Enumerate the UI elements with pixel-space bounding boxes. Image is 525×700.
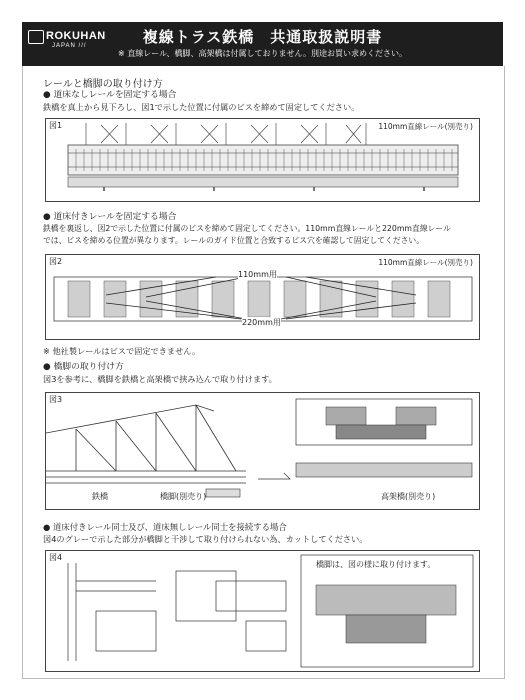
s2-text-2: では、ビスを締める位置が異なります。レールのガイド位置と合致するビス穴を確認して固定してください。	[43, 236, 425, 245]
page-title: 複線トラス鉄橋 共通取扱説明書	[142, 28, 383, 46]
label-pier: 橋脚(別売り)	[160, 492, 207, 501]
label-110mm: 110mm用	[238, 270, 277, 279]
figure-1-label: 図1	[49, 121, 63, 130]
s3-text: 図3を参考に、橋脚を鉄橋と高架橋で挟み込んで取り付けます。	[43, 374, 277, 384]
header-bar	[22, 22, 503, 66]
figure-3-label: 図3	[49, 395, 63, 404]
label-bridge: 鉄橋	[92, 492, 108, 501]
s4-heading: ● 道床付きレール同士及び、道床無しレール同士を接続する場合	[43, 522, 287, 532]
s3-heading: ● 橋脚の取り付け方	[43, 362, 124, 372]
figure-3	[45, 392, 480, 510]
section-title: レールと橋脚の取り付け方	[43, 79, 163, 90]
figure-4-label: 図4	[49, 553, 63, 562]
s1-heading: ● 道床なしレールを固定する場合	[43, 90, 177, 100]
s1-text: 鉄橋を真上から見下ろし、図1で示した位置に付属のビスを締めて固定してください。	[43, 102, 360, 112]
figure-1-rail-note: 110mm直線レール(別売り)	[378, 122, 473, 131]
s2-text-1: 鉄橋を裏返し、図2で示した位置に付属のビスを締めて固定してください。110mm直線レールと220mm直線レール	[43, 224, 451, 233]
figure-2-rail-note: 110mm直線レール(別売り)	[378, 258, 473, 267]
note-other-brands: ※ 他社製レールはビスで固定できません。	[43, 346, 201, 356]
s2-heading: ● 道床付きレールを固定する場合	[43, 212, 177, 222]
s4-text: 図4のグレーで示した部分が橋脚と干渉して取り付けられない為、カットしてください。	[43, 534, 368, 544]
figure-2	[45, 254, 480, 340]
logo-subtext: JAPAN ///	[52, 43, 87, 49]
logo-text: ROKUHAN	[46, 30, 106, 42]
page-subtitle: ※ 直線レール、橋脚、高架橋は付属しておりません。別途お買い求めください。	[118, 49, 407, 58]
label-viaduct: 高架橋(別売り)	[381, 492, 436, 501]
figure-2-label: 図2	[49, 257, 63, 266]
label-220mm: 220mm用	[242, 318, 281, 327]
figure-4	[45, 550, 480, 672]
figure-1	[45, 118, 480, 202]
figure-4-pier-note: 橋脚は、図の様に取り付けます。	[316, 560, 436, 569]
